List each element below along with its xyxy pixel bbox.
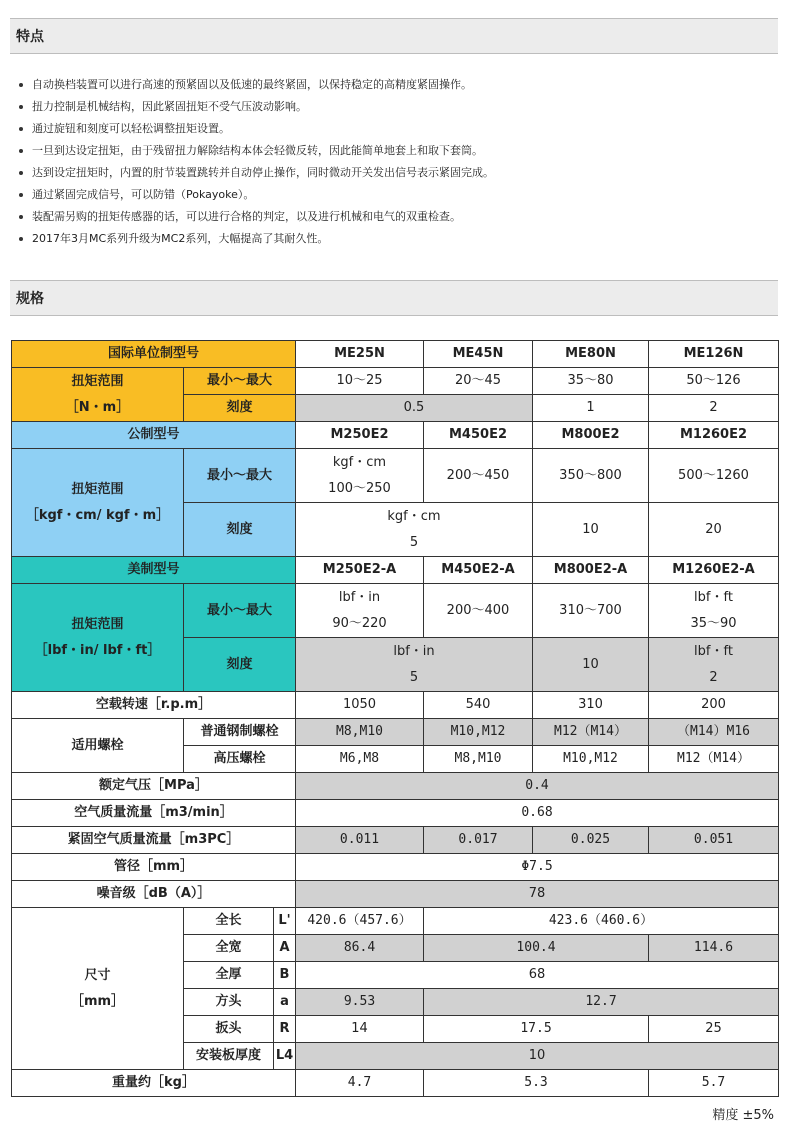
model-cell: M800E2-A — [533, 557, 649, 584]
model-cell: M250E2-A — [296, 557, 424, 584]
metric-torque-label: 扭矩范围 ［kgf・cm/ kgf・m］ — [12, 449, 184, 557]
value-cell: 0.68 — [296, 800, 779, 827]
dim-symbol: R — [274, 1016, 296, 1043]
list-item: 扭力控制是机械结构，因此紧固扭矩不受气压波动影响。 — [18, 96, 778, 118]
value-cell: 12.7 — [424, 989, 779, 1016]
value-cell: （M14）M16 — [649, 719, 779, 746]
value-cell: 310～700 — [533, 584, 649, 638]
value-cell: M6,M8 — [296, 746, 424, 773]
value-cell: 20 — [649, 503, 779, 557]
table-row — [12, 584, 779, 638]
value-cell: 310 — [533, 692, 649, 719]
value-cell: 86.4 — [296, 935, 424, 962]
list-item: 达到设定扭矩时，内置的肘节装置跳转并自动停止操作，同时微动开关发出信号表示紧固完成。 — [18, 162, 778, 184]
dim-symbol: a — [274, 989, 296, 1016]
value-cell: M8,M10 — [296, 719, 424, 746]
dim-name: 安装板厚度 — [184, 1043, 274, 1070]
value-cell: M10,M12 — [533, 746, 649, 773]
table-row — [12, 773, 779, 800]
value-cell: 0.025 — [533, 827, 649, 854]
value-cell: 114.6 — [649, 935, 779, 962]
value-cell: 20～45 — [424, 368, 533, 395]
value-cell: 200～450 — [424, 449, 533, 503]
table-row — [12, 881, 779, 908]
scale-label: 刻度 — [184, 638, 296, 692]
value-cell: 0.5 — [296, 395, 533, 422]
value-cell: Φ7.5 — [296, 854, 779, 881]
dim-name: 全宽 — [184, 935, 274, 962]
value-cell: 10～25 — [296, 368, 424, 395]
value-cell: 200 — [649, 692, 779, 719]
list-item: 通过旋钮和刻度可以轻松调整扭矩设置。 — [18, 118, 778, 140]
scale-label: 刻度 — [184, 395, 296, 422]
value-cell: 1 — [533, 395, 649, 422]
min-max-label: 最小～最大 — [184, 368, 296, 395]
dim-name: 方头 — [184, 989, 274, 1016]
value-cell: 1050 — [296, 692, 424, 719]
pressure-label: 额定气压［MPa］ — [12, 773, 296, 800]
value-cell: 540 — [424, 692, 533, 719]
value-cell: 423.6（460.6） — [424, 908, 779, 935]
dim-name: 全厚 — [184, 962, 274, 989]
features-heading: 特点 — [10, 18, 778, 54]
value-cell: 500～1260 — [649, 449, 779, 503]
model-cell: ME45N — [424, 341, 533, 368]
value-cell: 14 — [296, 1016, 424, 1043]
air-fasten-label: 紧固空气质量流量［m3PC］ — [12, 827, 296, 854]
value-cell: 10 — [296, 1043, 779, 1070]
table-row — [12, 908, 779, 935]
model-cell: M450E2 — [424, 422, 533, 449]
value-cell: kgf・cm 5 — [296, 503, 533, 557]
value-cell: 0.017 — [424, 827, 533, 854]
value-cell: 78 — [296, 881, 779, 908]
spec-table — [11, 340, 779, 1097]
value-cell: 5.3 — [424, 1070, 649, 1097]
scale-label: 刻度 — [184, 503, 296, 557]
table-row — [12, 341, 779, 368]
value-cell: lbf・ft 35～90 — [649, 584, 779, 638]
list-item: 2017年3月MC系列升级为MC2系列，大幅提高了其耐久性。 — [18, 228, 778, 250]
dim-label: 尺寸 ［mm］ — [12, 908, 184, 1070]
value-cell: 2 — [649, 395, 779, 422]
bolt-normal-label: 普通钢制螺栓 — [184, 719, 296, 746]
dim-symbol: L4 — [274, 1043, 296, 1070]
value-cell: 35～80 — [533, 368, 649, 395]
bolt-label: 适用螺栓 — [12, 719, 184, 773]
value-cell: 25 — [649, 1016, 779, 1043]
min-max-label: 最小～最大 — [184, 584, 296, 638]
us-model-header: 美制型号 — [12, 557, 296, 584]
model-cell: M250E2 — [296, 422, 424, 449]
table-row — [12, 449, 779, 503]
dim-symbol: L' — [274, 908, 296, 935]
model-cell: ME126N — [649, 341, 779, 368]
value-cell: lbf・in 90～220 — [296, 584, 424, 638]
table-row — [12, 368, 779, 395]
spec-heading: 规格 — [10, 280, 778, 316]
value-cell: M10,M12 — [424, 719, 533, 746]
list-item: 装配需另购的扭矩传感器的话，可以进行合格的判定，以及进行机械和电气的双重检查。 — [18, 206, 778, 228]
metric-model-header: 公制型号 — [12, 422, 296, 449]
model-cell: ME80N — [533, 341, 649, 368]
min-max-label: 最小～最大 — [184, 449, 296, 503]
si-torque-label: 扭矩范围 ［N・m］ — [12, 368, 184, 422]
table-row — [12, 719, 779, 746]
value-cell: 350～800 — [533, 449, 649, 503]
value-cell: 100.4 — [424, 935, 649, 962]
value-cell: kgf・cm 100～250 — [296, 449, 424, 503]
value-cell: M8,M10 — [424, 746, 533, 773]
table-row — [12, 827, 779, 854]
value-cell: lbf・ft 2 — [649, 638, 779, 692]
dim-name: 全长 — [184, 908, 274, 935]
list-item: 通过紧固完成信号，可以防错（Pokayoke）。 — [18, 184, 778, 206]
us-torque-label: 扭矩范围 ［lbf・in/ lbf・ft］ — [12, 584, 184, 692]
table-row — [12, 854, 779, 881]
value-cell: 0.011 — [296, 827, 424, 854]
air-label: 空气质量流量［m3/min］ — [12, 800, 296, 827]
table-row — [12, 557, 779, 584]
si-model-header: 国际单位制型号 — [12, 341, 296, 368]
precision-note: 精度 ±5% — [712, 1108, 774, 1123]
value-cell: 4.7 — [296, 1070, 424, 1097]
speed-label: 空载转速［r.p.m］ — [12, 692, 296, 719]
list-item: 自动换档装置可以进行高速的预紧固以及低速的最终紧固，以保持稳定的高精度紧固操作。 — [18, 74, 778, 96]
model-cell: M450E2-A — [424, 557, 533, 584]
value-cell: 10 — [533, 503, 649, 557]
features-list — [18, 74, 778, 250]
value-cell: 10 — [533, 638, 649, 692]
table-row — [12, 800, 779, 827]
value-cell: 0.051 — [649, 827, 779, 854]
value-cell: lbf・in 5 — [296, 638, 533, 692]
list-item: 一旦到达设定扭矩，由于残留扭力解除结构本体会轻微反转，因此能简单地套上和取下套筒。 — [18, 140, 778, 162]
table-row — [12, 422, 779, 449]
value-cell: M12（M14） — [649, 746, 779, 773]
noise-label: 噪音级［dB（A）］ — [12, 881, 296, 908]
value-cell: 17.5 — [424, 1016, 649, 1043]
value-cell: 9.53 — [296, 989, 424, 1016]
model-cell: M1260E2 — [649, 422, 779, 449]
table-row — [12, 1070, 779, 1097]
dim-symbol: A — [274, 935, 296, 962]
value-cell: 420.6（457.6） — [296, 908, 424, 935]
weight-label: 重量约［kg］ — [12, 1070, 296, 1097]
model-cell: M800E2 — [533, 422, 649, 449]
dim-name: 扳头 — [184, 1016, 274, 1043]
value-cell: 68 — [296, 962, 779, 989]
value-cell: 5.7 — [649, 1070, 779, 1097]
value-cell: 50～126 — [649, 368, 779, 395]
table-row — [12, 692, 779, 719]
pipe-label: 管径［mm］ — [12, 854, 296, 881]
value-cell: M12（M14） — [533, 719, 649, 746]
value-cell: 200～400 — [424, 584, 533, 638]
model-cell: ME25N — [296, 341, 424, 368]
bolt-high-label: 高压螺栓 — [184, 746, 296, 773]
dim-symbol: B — [274, 962, 296, 989]
model-cell: M1260E2-A — [649, 557, 779, 584]
value-cell: 0.4 — [296, 773, 779, 800]
